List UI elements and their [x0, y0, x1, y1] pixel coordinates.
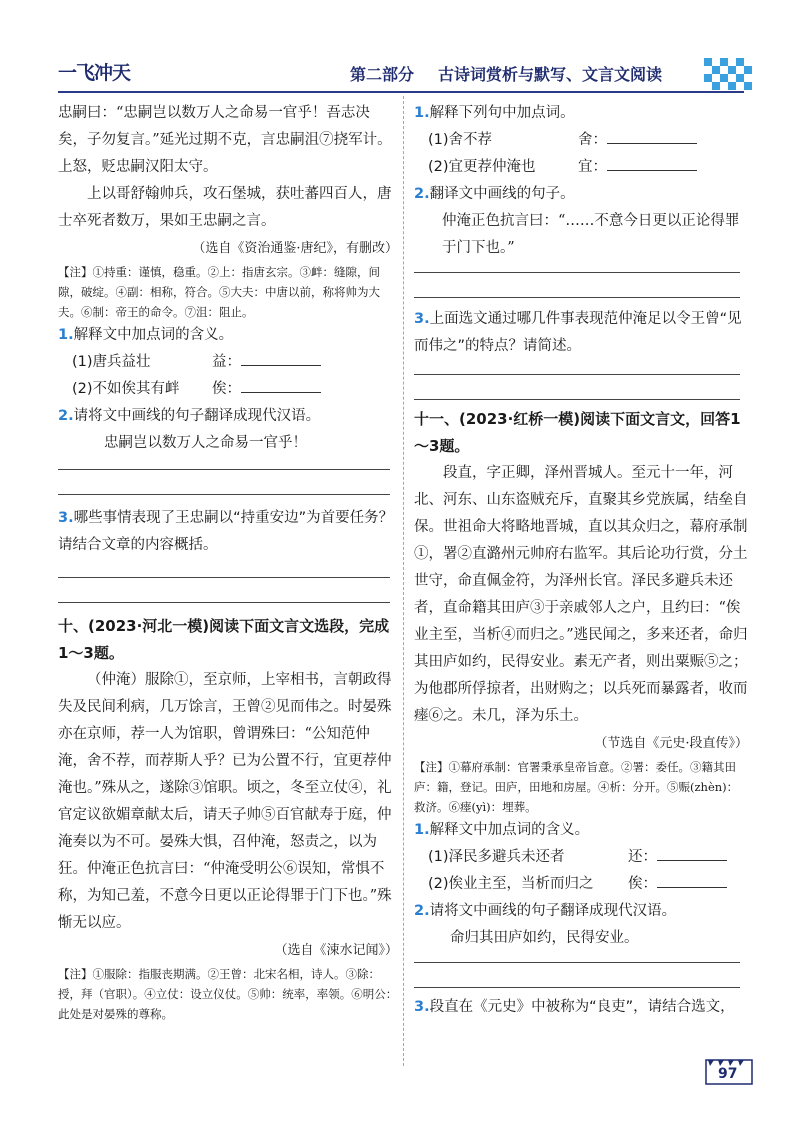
- answer-key: 益：: [212, 354, 241, 370]
- source-citation: （选自《涑水记闻》）: [274, 943, 398, 958]
- answer-line[interactable]: [414, 987, 740, 988]
- section-heading: 十、(2023·河北一模)阅读下面文言文选段，完成1～3题。: [58, 617, 390, 662]
- answer-key: 俟：: [212, 381, 241, 397]
- question-text: 请将文中画线的句子翻译成现代汉语。: [73, 408, 321, 424]
- passage-paragraph: （仲淹）服除①，至京师，上宰相书，言朝政得失及民间利病，几万馀言，王曾②见而伟之。时晏殊亦在京师，荐一人为馆职，曾谓殊曰：“公知范仲淹，舍不荐，而荐斯人乎？已为公置不行，宜更荐仲淹也。”殊从之，遂除③馆职。顷之，冬至立仗④，礼官定议欲媚章献太后，请天子帅⑤百官献寿于庭，仲淹奏以为不可。晏殊大惧，召仲淹，怒责之，以为狂。仲淹正色抗言曰：“仲淹受明公⑥误知，常惧不称，为知己羞，不意今日更以正论得罪于门下也。”殊惭无以应。: [58, 672, 392, 931]
- answer-blank[interactable]: [607, 129, 697, 144]
- column-divider: [403, 96, 405, 1066]
- quoted-sentence: 忠嗣岂以数万人之命易一官乎！: [104, 435, 307, 451]
- answer-line[interactable]: [58, 577, 390, 578]
- question-number: 2.: [414, 903, 430, 919]
- question-text: 哪些事情表现了王忠嗣以“持重安边”为首要任务？请结合文章的内容概括。: [58, 510, 394, 553]
- answer-line[interactable]: [414, 399, 740, 400]
- passage-paragraph: 忠嗣曰：“忠嗣岂以数万人之命易一官乎！吾志决矣，子勿复言。”延光过期不克，言忠嗣沮⑦挠军计。上怒，贬忠嗣汉阳太守。: [58, 105, 392, 175]
- source-citation: （节选自《元史·段直传》）: [594, 736, 748, 751]
- sub-question: (1)唐兵益壮: [72, 354, 151, 370]
- sub-question: (2)宜更荐仲淹也: [428, 159, 536, 175]
- footnote: 【注】①服除：指服丧期满。②王曾：北宋名相，诗人。③除：授，拜（官职）。④立仗：设立仪仗。⑤帅：统率，率领。⑥明公：此处是对晏殊的尊称。: [58, 967, 398, 1021]
- question-number: 2.: [58, 408, 74, 424]
- question-number: 3.: [414, 311, 430, 327]
- sub-question: (1)泽民多避兵未还者: [428, 849, 565, 865]
- sub-question: (2)不如俟其有衅: [72, 381, 180, 397]
- right-column: [414, 100, 748, 1021]
- answer-line[interactable]: [58, 602, 390, 603]
- answer-line[interactable]: [58, 469, 390, 470]
- answer-line[interactable]: [414, 297, 740, 298]
- question-number: 3.: [58, 510, 74, 526]
- section-heading: 十一、(2023·红桥一模)阅读下面文言文，回答1～3题。: [414, 410, 741, 455]
- question-number: 1.: [58, 327, 74, 343]
- answer-line[interactable]: [414, 374, 740, 375]
- answer-line[interactable]: [414, 962, 740, 963]
- answer-key: 俟：: [628, 876, 657, 892]
- question-number: 1.: [414, 822, 430, 838]
- quoted-sentence: 仲淹正色抗言曰：“……不意今日更以正论得罪于门下也。”: [442, 213, 740, 256]
- question-text: 解释下列句中加点词。: [429, 105, 575, 121]
- question-text: 解释文中加点词的含义。: [73, 327, 234, 343]
- part-label: 第二部分: [350, 65, 415, 84]
- question-number: 2.: [414, 186, 430, 202]
- answer-line[interactable]: [58, 494, 390, 495]
- left-column: [58, 100, 398, 1024]
- question-number: 1.: [414, 105, 430, 121]
- question-text: 请将文中画线的句子翻译成现代汉语。: [429, 903, 677, 919]
- answer-blank[interactable]: [657, 846, 727, 861]
- question-text: 解释文中加点词的含义。: [429, 822, 590, 838]
- question-text: 上面选文通过哪几件事表现范仲淹足以令王曾“见而伟之”的特点？请简述。: [414, 311, 742, 354]
- answer-key: 舍：: [578, 132, 607, 148]
- checker-decoration-icon: [704, 58, 754, 90]
- answer-key: 宜：: [578, 159, 607, 175]
- question-number: 3.: [414, 999, 430, 1015]
- question-text: 段直在《元史》中被称为“良吏”，请结合选文，: [429, 999, 735, 1015]
- header-rule: [58, 91, 744, 93]
- sub-question: (1)舍不荐: [428, 132, 493, 148]
- answer-blank[interactable]: [241, 351, 321, 366]
- answer-line[interactable]: [414, 272, 740, 273]
- answer-blank[interactable]: [657, 873, 727, 888]
- answer-blank[interactable]: [607, 156, 697, 171]
- quoted-sentence: 命归其田庐如约，民得安业。: [450, 930, 639, 946]
- section-header-title: 古诗词赏析与默写、文言文阅读: [438, 65, 663, 84]
- source-citation: （选自《资治通鉴·唐纪》，有删改）: [192, 241, 398, 256]
- sub-question: (2)俟业主至，当析而归之: [428, 876, 594, 892]
- page-number: 97: [718, 1066, 738, 1082]
- passage-paragraph: 段直，字正卿，泽州晋城人。至元十一年，河北、河东、山东盗贼充斥，直聚其乡党族属，结垒自保。世祖命大将略地晋城，直以其众归之，幕府承制①，署②直潞州元帅府右监军。其后论功行赏，分土世守，命直佩金符，为泽州长官。泽民多避兵未还者，直命籍其田庐③于亲戚邻人之户，且约曰：“俟业主至，当析④而归之。”逃民闻之，多来还者，命归其田庐如约，民得安业。素无产者，则出粟赈⑤之；为他郡所俘掠者，出财购之；以兵死而暴露者，收而瘗⑥之。未几，泽为乐土。: [414, 465, 748, 724]
- footnote: 【注】①幕府承制：官署秉承皇帝旨意。②署：委任。③籍其田庐：籍，登记。田庐，田地和房屋。④析：分开。⑤赈(zhèn)：救济。⑥瘗(yì)：埋葬。: [414, 760, 739, 814]
- brand-logo: 一飞冲天: [58, 62, 131, 84]
- answer-key: 还：: [628, 849, 657, 865]
- passage-paragraph: 上以哥舒翰帅兵，攻石堡城，获吐蕃四百人，唐士卒死者数万，果如王忠嗣之言。: [58, 186, 392, 229]
- answer-blank[interactable]: [241, 378, 321, 393]
- question-text: 翻译文中画线的句子。: [429, 186, 575, 202]
- footnote: 【注】①持重：谨慎，稳重。②上：指唐玄宗。③衅：缝隙，间隙，破绽。④副：相称，符合。⑤大夫：中唐以前，称将帅为大夫。⑥制：帝王的命令。⑦沮：阻止。: [58, 265, 380, 319]
